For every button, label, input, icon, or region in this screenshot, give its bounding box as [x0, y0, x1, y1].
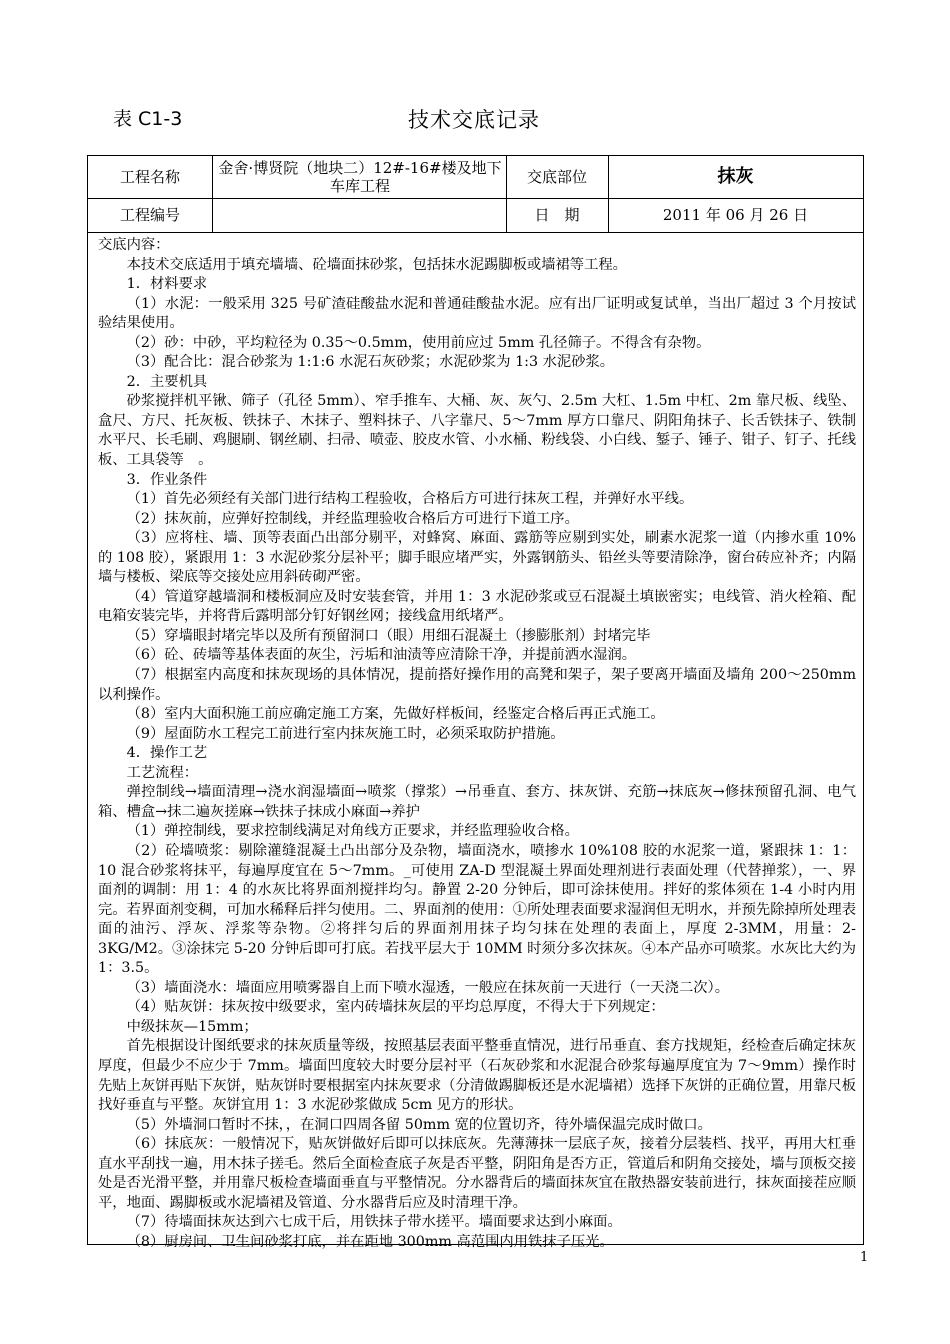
paragraph: （8）室内大面积施工前应确定施工方案，先做好样板间，经鉴定合格后再正式施工。: [126, 706, 665, 723]
project-no-label: 工程编号: [119, 206, 180, 224]
paragraph: （2）抹灰前，应弹好控制线，并经监理验收合格后方可进行下道工序。: [126, 510, 579, 527]
paragraph: 中级抹灰—15mm；: [126, 1018, 258, 1035]
paragraph: 砂浆搅拌机平锹、筛子（孔径 5mm）、窄手推车、大桶、灰、灰勺、2.5m 大杠、1.5m 中杠、2m 靠尺板、线坠、盒尺、方尺、托灰板、铁抹子、木抹子、塑料抹子、八字靠尺、5～7mm 厚方口靠尺、阴阳角抹子、长舌铁抹子、铁制水平尺、长毛刷、鸡腿刷、钢丝刷、扫帚、喷壶、胶皮水管、小水桶、粉线袋、小白线、錾子、锤子、钳子、钉子、托线板、工具袋等 。: [98, 393, 856, 469]
paragraph: （3）配合比：混合砂浆为 1:1:6 水泥石灰砂浆；水泥砂浆为 1:3 水泥砂浆。: [126, 354, 615, 371]
location-value: 抹灰: [717, 166, 754, 187]
form-number: 表 C1-3: [113, 108, 183, 130]
paragraph: （6）抹底灰：一般情况下，贴灰饼做好后即可以抹底灰。先薄薄抹一层底子灰，接着分层装档、找平，再用大杠垂直水平刮找一遍，用木抹子搓毛。然后全面检查底子灰是否平整，阴阳角是否方正，管道后和阴角交接处，墙与顶板交接处是否光滑平整，并用靠尺板检查墙面垂直与平整情况。分水器背后的墙面抹灰宜在散热器安装前进行，抹灰面接茬应顺平，地面、踢脚板或水泥墙裙及管道、分水器背后应及时清理干净。: [98, 1136, 856, 1211]
paragraph: 弹控制线→墙面清理→浇水润湿墙面→喷浆（撑浆）→吊垂直、套方、抹灰饼、充筋→抹底灰→修抹预留孔洞、电气箱、槽盒→抹二遍灰搓麻→铁抹子抹成小麻面→养护: [98, 784, 856, 820]
project-name-value: 金舍·博贤院（地块二）12#-16#楼及地下车库工程: [218, 159, 502, 195]
row-divider: [88, 232, 863, 233]
paragraph: （8）厨房间、卫生间砂浆打底，并在距地 300mm 高范围内用铁抹子压光。: [126, 1233, 614, 1250]
paragraph: （3）墙面浇水：墙面应用喷雾器自上而下喷水湿透，一般应在抹灰前一天进行（一天浇二次）。: [126, 979, 730, 996]
paragraph: （9）屋面防水工程完工前进行室内抹灰施工时，必须采取防护措施。: [126, 725, 565, 742]
paragraph: （1）首先必须经有关部门进行结构工程验收，合格后方可进行抹灰工程，并弹好水平线。: [126, 491, 694, 508]
section-heading: 2．主要机具: [126, 373, 208, 390]
paragraph: （1）弹控制线，要求控制线满足对角线方正要求，并经监理验收合格。: [126, 823, 579, 840]
paragraph: （4）贴灰饼：抹灰按中级要求，室内砖墙抹灰层的平均总厚度，不得大于下列规定：: [126, 999, 665, 1016]
paragraph: 本技术交底适用于填充墙墙、砼墙面抹砂浆，包括抹水泥踢脚板或墙裙等工程。: [126, 256, 627, 273]
date-label: 日 期: [534, 206, 580, 224]
project-no-value: [212, 198, 506, 232]
page-number: 1: [860, 1250, 869, 1265]
record-table: [87, 155, 864, 1250]
paragraph: （5）外墙洞口暂时不抹，，在洞口四周各留 50mm 宽的位置切齐，待外墙保温完成时做口。: [126, 1116, 712, 1133]
handover-content: [98, 236, 856, 1252]
paragraph: （2）砂：中砂，平均粒径为 0.35～0.5mm，使用前应过 5mm 孔径筛子。不得含有杂物。: [126, 334, 711, 351]
paragraph: （3）应将柱、墙、顶等表面凸出部分剔平，对蜂窝、麻面、露筋等应剔到实处，刷素水泥浆一道（内掺水重 10%的 108 胶），紧跟用 1：3 水泥砂浆分层补平；脚手眼应堵严实，外露钢筋头、铅丝头等要清除净，窗台砖应补齐；内隔墙与楼板、梁底等交接处应用斜砖砌严密。: [98, 530, 856, 586]
paragraph: （5）穿墙眼封堵完毕以及所有预留洞口（眼）用细石混凝土（掺膨胀剂）封堵完毕: [126, 627, 651, 644]
paragraph: （7）根据室内高度和抹灰现场的具体情况，提前搭好操作用的高凳和架子，架子要离开墙面及墙角 200～250mm 以利操作。: [98, 667, 856, 703]
document-title: 技术交底记录: [408, 108, 540, 132]
section-heading: 1．材料要求: [126, 276, 208, 293]
section-heading: 4．操作工艺: [126, 745, 208, 762]
project-name-label: 工程名称: [119, 168, 180, 186]
paragraph: （2）砼墙喷浆：剔除灌缝混凝土凸出部分及杂物，墙面浇水，喷掺水 10%108 胶的水泥浆一道，紧跟抹 1：1：10 混合砂浆将抹平，每遍厚度宜在 5～7mm。_可使用 ZA-D 型混凝土界面处理剂进行表面处理（代替掸浆），一、界面剂的调制：用 1：4 的水灰比将界面剂搅拌均匀。静置 2-20 分钟后，即可涂抹使用。拌好的浆体须在 1-4 小时内用完。若界面剂变稠，可加水稀释后拌匀使用。二、界面剂的使用：①所处理表面要求湿润但无明水，并预先除掉所处理表面的油污、浮灰、浮浆等杂物。②将拌匀后的界面剂用抹子均匀抹在处理的表面上，厚度 2-3MM，用量：2-3KG/M2。③涂抹完 5-20 分钟后即可打底。若找平层大于 10MM 时须分多次抹灰。④本产品亦可喷浆。水灰比大约为 1：3.5。: [98, 842, 856, 977]
content-heading: 交底内容：: [98, 237, 170, 253]
section-heading: 3．作业条件: [126, 471, 208, 488]
paragraph: 工艺流程：: [126, 764, 199, 781]
location-label: 交底部位: [526, 168, 587, 186]
paragraph: （6）砼、砖墙等基体表面的灰尘，污垢和油渍等应清除干净，并提前洒水湿润。: [126, 647, 637, 664]
paragraph: （4）管道穿越墙洞和楼板洞应及时安装套管，并用 1：3 水泥砂浆或豆石混凝土填嵌密实；电线管、消火栓箱、配电箱安装完毕，并将背后露明部分钉好钢丝网；接线盒用纸堵严。: [98, 588, 856, 625]
paragraph: （1）水泥：一般采用 325 号矿渣硅酸盐水泥和普通硅酸盐水泥。应有出厂证明或复试单，当出厂超过 3 个月按试验结果使用。: [98, 295, 856, 332]
paragraph: （7）待墙面抹灰达到六七成干后，用铁抹子带水搓平。墙面要求达到小麻面。: [126, 1214, 622, 1231]
paragraph: 首先根据设计图纸要求的抹灰质量等级，按照基层表面平整垂直情况，进行吊垂直、套方找规矩，经检查后确定抹灰厚度，但最少不应少于 7mm。墙面凹度较大时要分层衬平（石灰砂浆和水泥混合砂浆每遍厚度宜为 7～9mm）操作时先贴上灰饼再贴下灰饼，贴灰饼时要根据室内抹灰要求（分清做踢脚板还是水泥墙裙）选择下灰饼的正确位置，用靠尺板找好垂直与平整。灰饼宜用 1：3 水泥砂浆做成 5cm 见方的形状。: [98, 1038, 856, 1114]
date-value: 2011 年 06 月 26 日: [662, 206, 809, 224]
